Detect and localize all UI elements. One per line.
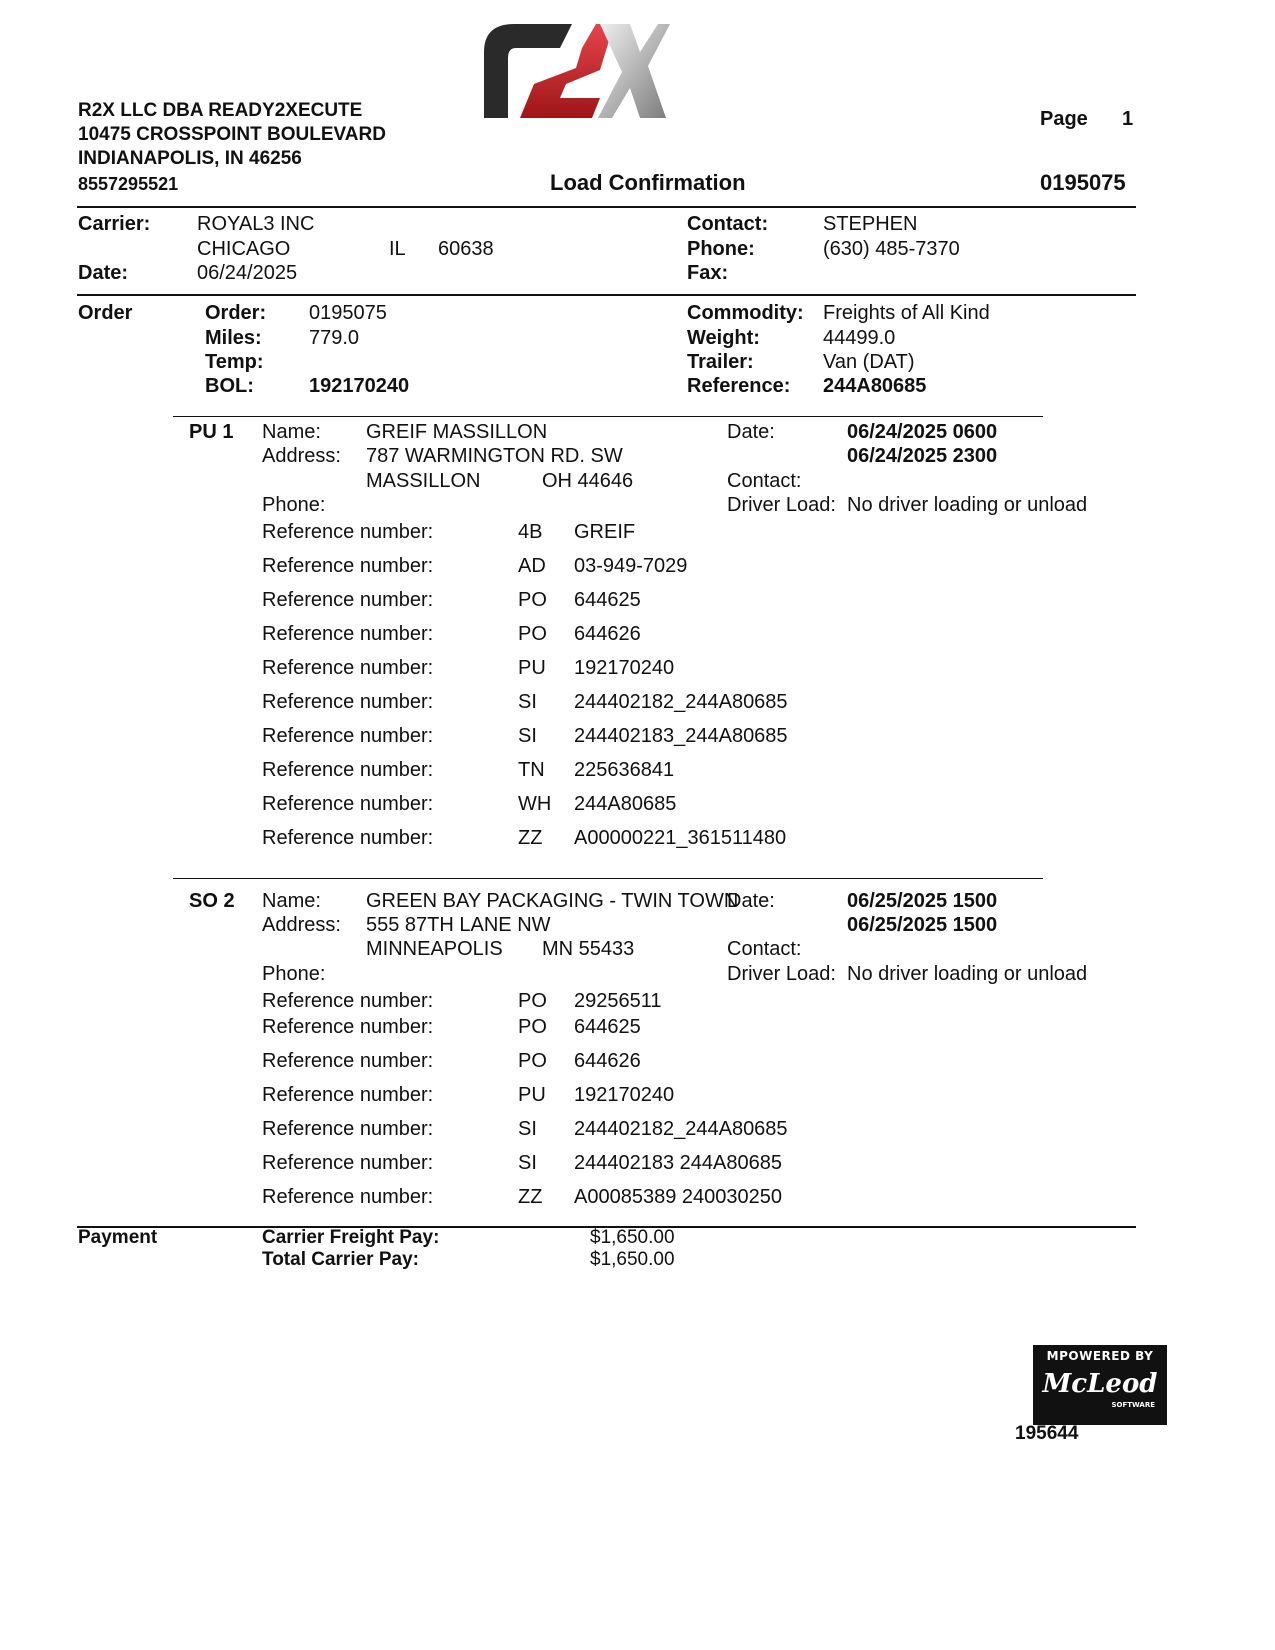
stop-code: SO 2 <box>189 890 235 912</box>
trailer-label: Trailer: <box>687 351 754 373</box>
reference-row-value: GREIF <box>574 521 636 543</box>
reference-row-value: 644626 <box>574 1050 641 1072</box>
freight-pay-label: Carrier Freight Pay: <box>262 1227 440 1248</box>
footer-number: 195644 <box>1015 1423 1079 1444</box>
reference-value: 244A80685 <box>823 375 927 397</box>
badge-sub-text: SOFTWARE <box>1111 1401 1155 1409</box>
company-name: R2X LLC DBA READY2XECUTE <box>78 100 363 121</box>
commodity-value: Freights of All Kind <box>823 302 990 324</box>
weight-label: Weight: <box>687 327 760 349</box>
reference-row-type: PO <box>518 1016 547 1038</box>
stop-date-1: 06/24/2025 0600 <box>847 421 998 443</box>
stop-driver-load-label: Driver Load: <box>727 494 836 516</box>
reference-row-type: SI <box>518 691 537 713</box>
freight-pay-value: $1,650.00 <box>590 1227 675 1248</box>
stop-contact-label: Contact: <box>727 470 802 492</box>
carrier-state: IL <box>389 238 406 260</box>
reference-row-value: A00000221_361511480 <box>574 827 787 849</box>
carrier-date-label: Date: <box>78 262 129 284</box>
stop-phone-label: Phone: <box>262 494 326 516</box>
reference-row-label: Reference number: <box>262 793 434 815</box>
stop-city: MINNEAPOLIS <box>366 938 503 960</box>
order-value: 0195075 <box>309 302 387 324</box>
reference-row-label: Reference number: <box>262 990 434 1012</box>
reference-row-label: Reference number: <box>262 1152 434 1174</box>
weight-value: 44499.0 <box>823 327 896 349</box>
order-number: 0195075 <box>1040 170 1126 195</box>
stop-contact-label: Contact: <box>727 938 802 960</box>
reference-row-label: Reference number: <box>262 555 434 577</box>
reference-row-label: Reference number: <box>262 1050 434 1072</box>
carrier-phone-label: Phone: <box>687 238 755 260</box>
carrier-fax-label: Fax: <box>687 262 729 284</box>
reference-row-type: SI <box>518 1118 537 1140</box>
reference-row-value: 244402183 244A80685 <box>574 1152 782 1174</box>
stop-city: MASSILLON <box>366 470 481 492</box>
reference-row-label: Reference number: <box>262 1186 434 1208</box>
reference-row-type: SI <box>518 1152 537 1174</box>
reference-row-label: Reference number: <box>262 1016 434 1038</box>
reference-row-label: Reference number: <box>262 827 434 849</box>
stop-address: 555 87TH LANE NW <box>366 914 551 936</box>
reference-row-value: 244A80685 <box>574 793 677 815</box>
stop-name: GREIF MASSILLON <box>366 421 548 443</box>
divider-carrier <box>77 294 1136 296</box>
reference-row-label: Reference number: <box>262 1084 434 1106</box>
carrier-date: 06/24/2025 <box>197 262 298 284</box>
temp-label: Temp: <box>205 351 264 373</box>
page-label: Page <box>1040 108 1088 130</box>
commodity-label: Commodity: <box>687 302 804 324</box>
reference-row-value: 244402183_244A80685 <box>574 725 788 747</box>
reference-row-label: Reference number: <box>262 589 434 611</box>
carrier-label: Carrier: <box>78 213 151 235</box>
stop-name-label: Name: <box>262 890 321 912</box>
stop-address-label: Address: <box>262 445 341 467</box>
reference-row-label: Reference number: <box>262 657 434 679</box>
reference-row-label: Reference number: <box>262 691 434 713</box>
reference-row-value: 192170240 <box>574 1084 675 1106</box>
badge-brand-text: McLeod <box>1042 1369 1158 1399</box>
document-title: Load Confirmation <box>550 170 746 195</box>
reference-row-value: 03-949-7029 <box>574 555 688 577</box>
carrier-name: ROYAL3 INC <box>197 213 315 235</box>
reference-row-value: 644625 <box>574 589 641 611</box>
reference-row-value: 225636841 <box>574 759 675 781</box>
miles-value: 779.0 <box>309 327 360 349</box>
reference-row-type: ZZ <box>518 1186 543 1208</box>
reference-row-value: 644625 <box>574 1016 641 1038</box>
divider-stop-2 <box>173 878 1043 879</box>
reference-row-label: Reference number: <box>262 1118 434 1140</box>
stop-phone-label: Phone: <box>262 963 326 985</box>
carrier-phone: (630) 485-7370 <box>823 238 960 260</box>
reference-row-type: WH <box>518 793 552 815</box>
bol-label: BOL: <box>205 375 254 397</box>
stop-state-zip: OH 44646 <box>542 470 634 492</box>
trailer-value: Van (DAT) <box>823 351 915 373</box>
stop-code: PU 1 <box>189 421 234 443</box>
stop-address-label: Address: <box>262 914 341 936</box>
reference-row-value: 192170240 <box>574 657 675 679</box>
reference-row-value: A00085389 240030250 <box>574 1186 782 1208</box>
reference-row-value: 29256511 <box>574 990 662 1012</box>
reference-row-type: PO <box>518 623 547 645</box>
reference-row-type: PU <box>518 657 546 679</box>
mcleod-badge <box>1033 1345 1167 1425</box>
r2x-logo <box>480 18 670 122</box>
miles-label: Miles: <box>205 327 262 349</box>
page-number: 1 <box>1122 108 1134 130</box>
stop-driver-load-label: Driver Load: <box>727 963 836 985</box>
reference-row-label: Reference number: <box>262 623 434 645</box>
reference-row-type: 4B <box>518 521 543 543</box>
badge-top-text: MPOWERED BY <box>1046 1349 1154 1363</box>
stop-state-zip: MN 55433 <box>542 938 635 960</box>
reference-row-value: 644626 <box>574 623 641 645</box>
reference-row-label: Reference number: <box>262 725 434 747</box>
company-phone: 8557295521 <box>78 174 179 194</box>
reference-row-value: 244402182_244A80685 <box>574 691 788 713</box>
stop-driver-load: No driver loading or unload <box>847 963 1088 985</box>
total-pay-value: $1,650.00 <box>590 1249 675 1270</box>
company-city: INDIANAPOLIS, IN 46256 <box>78 148 302 169</box>
reference-row-type: SI <box>518 725 537 747</box>
reference-row-type: AD <box>518 555 546 577</box>
reference-label: Reference: <box>687 375 791 397</box>
company-street: 10475 CROSSPOINT BOULEVARD <box>78 124 386 145</box>
reference-row-type: PO <box>518 589 547 611</box>
stop-name: GREEN BAY PACKAGING - TWIN TOWN <box>366 890 739 912</box>
reference-row-label: Reference number: <box>262 759 434 781</box>
order-section-label: Order <box>78 302 133 324</box>
stop-address: 787 WARMINGTON RD. SW <box>366 445 623 467</box>
bol-value: 192170240 <box>309 375 410 397</box>
reference-row-label: Reference number: <box>262 521 434 543</box>
carrier-zip: 60638 <box>438 238 494 260</box>
stop-date-label: Date: <box>727 890 775 912</box>
order-label: Order: <box>205 302 267 324</box>
stop-date-label: Date: <box>727 421 775 443</box>
reference-row-value: 244402182_244A80685 <box>574 1118 788 1140</box>
reference-row-type: ZZ <box>518 827 543 849</box>
carrier-city: CHICAGO <box>197 238 291 260</box>
total-pay-label: Total Carrier Pay: <box>262 1249 419 1270</box>
reference-row-type: PO <box>518 1050 547 1072</box>
stop-date-1: 06/25/2025 1500 <box>847 890 998 912</box>
carrier-contact-label: Contact: <box>687 213 769 235</box>
carrier-contact: STEPHEN <box>823 213 918 235</box>
stop-date-2: 06/24/2025 2300 <box>847 445 998 467</box>
stop-name-label: Name: <box>262 421 321 443</box>
divider-top <box>77 206 1136 208</box>
reference-row-type: PO <box>518 990 547 1012</box>
reference-row-type: PU <box>518 1084 546 1106</box>
reference-row-type: TN <box>518 759 545 781</box>
stop-date-2: 06/25/2025 1500 <box>847 914 998 936</box>
payment-section-label: Payment <box>78 1227 158 1248</box>
stop-driver-load: No driver loading or unload <box>847 494 1088 516</box>
divider-stop-1 <box>173 416 1043 417</box>
